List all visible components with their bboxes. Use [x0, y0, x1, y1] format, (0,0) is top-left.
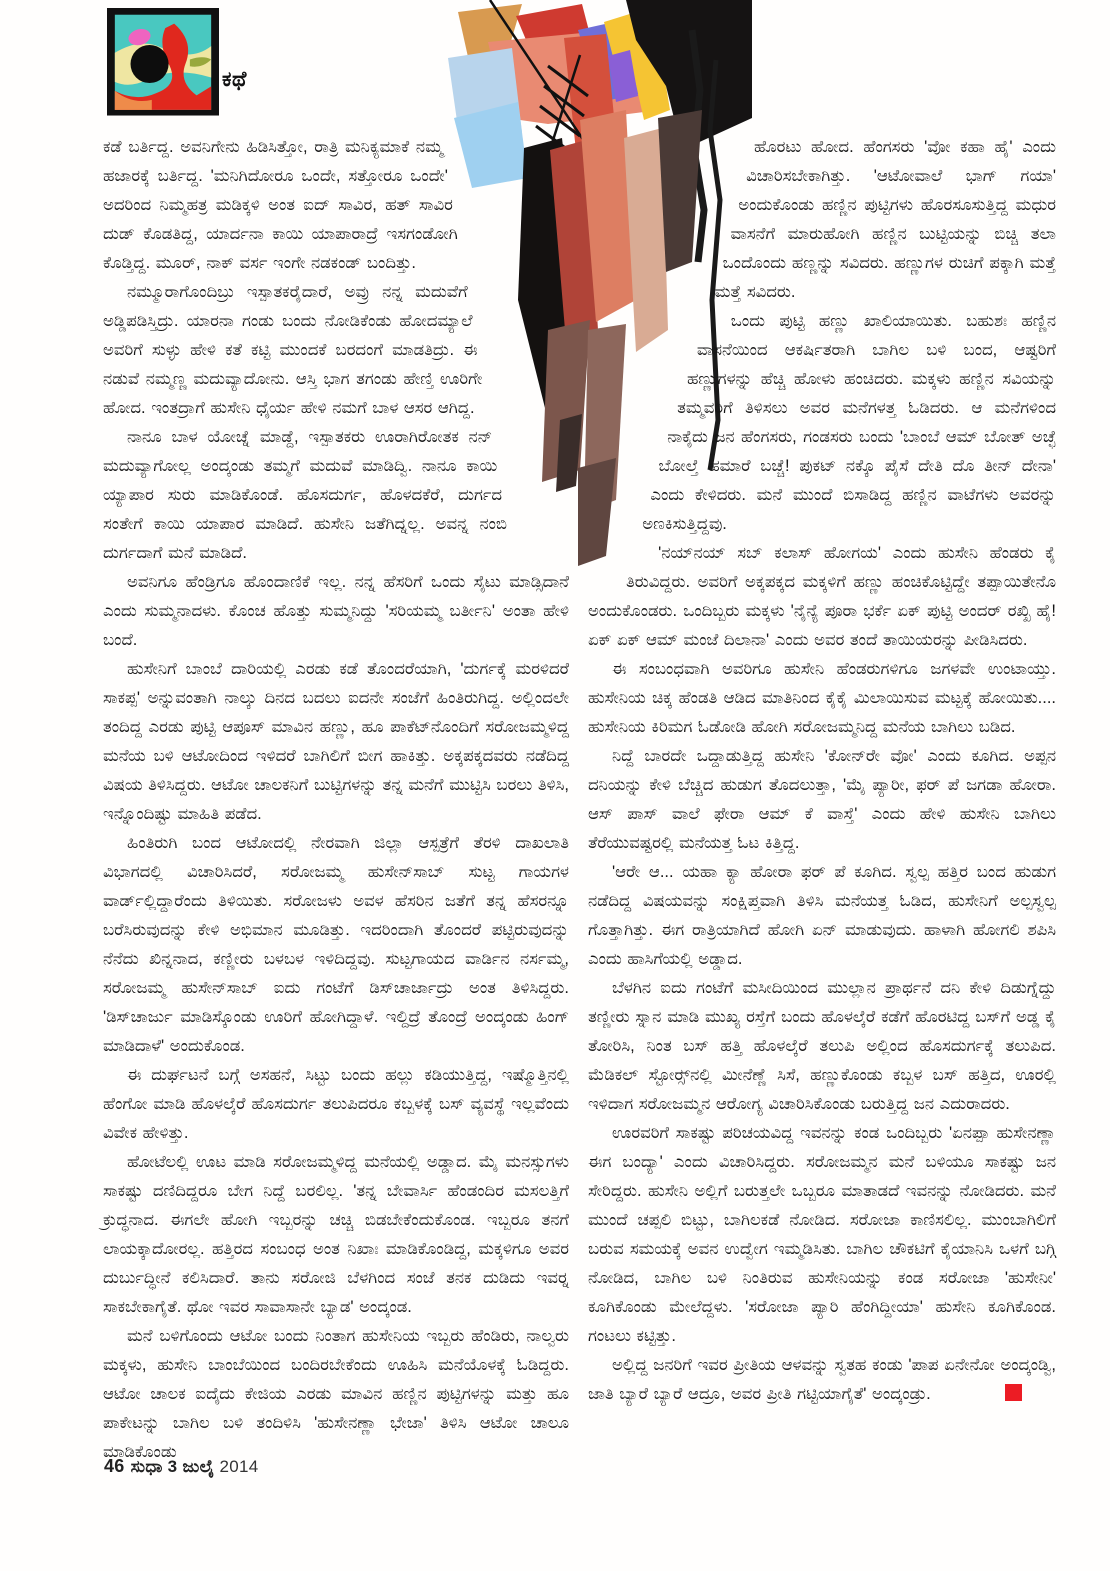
- paragraph: ಕಡೆ ಬರ್ತಿದ್ದ. ಅವನಿಗೇನು ಹಿಡಿಸಿತ್ತೋ, ರಾತ್ರಿ ಮನಿಕ್ಯಮಾಕೆ ನಮ್ಮ ಹಜಾರಕ್ಕೆ ಬರ್ತಿದ್ದ. 'ಮನಿಗಿದೋರೂ ಒಂದೇ, ಸತ್ತೋರೂ ಒಂದೇ' ಅದರಿಂದ ನಿಮ್ಮಹತ್ರ ಮಡಿಕ್ಕಳಿ ಅಂತ ಐದ್ ಸಾವಿರ, ಹತ್ ಸಾವಿರ ದುಡ್ ಕೊಡತಿದ್ದ, ಯಾರ್ದನಾ ಕಾಯಿ ಯಾಪಾರಾದ್ರೆ ಇಸಗಂಡೋಗಿ ಕೊಡ್ತಿದ್ದ. ಮೂರ್, ನಾಕ್ ವರ್ಸ ಇಂಗೇ ನಡಕಂಡ್ ಬಂದಿತ್ತು.: [103, 138, 458, 272]
- magazine-name-date: ಸುಧಾ 3 ಜುಲೈ: [130, 1457, 215, 1476]
- paragraph: ಊರವರಿಗೆ ಸಾಕಷ್ಟು ಪರಿಚಯವಿದ್ದ ಇವನನ್ನು ಕಂಡ ಒಂದಿಬ್ಬರು 'ಏನಪ್ಪಾ ಹುಸೇನಣ್ಣಾ ಈಗ ಬಂದ್ಯಾ' ಎಂದು ವಿಚಾರಿಸಿದ್ದರು. ಸರೋಜಮ್ಮನ ಮನೆ ಬಳಿಯೂ ಸಾಕಷ್ಟು ಜನ ಸೇರಿದ್ದರು. ಹುಸೇನಿ ಅಲ್ಲಿಗೆ ಬರುತ್ತಲೇ ಒಬ್ಬರೂ ಮಾತಾಡದೆ ಇವನನ್ನು ನೋಡಿದರು. ಮನೆ ಮುಂದೆ ಚಪ್ಪಲಿ ಬಿಟ್ಟು, ಬಾಗಿಲಕಡೆ ನೋಡಿದ. ಸರೋಜಾ ಕಾಣಿಸಲಿಲ್ಲ. ಮುಂಬಾಗಿಲಿಗೆ ಬರುವ ಸಮಯಕ್ಕೆ ಅವನ ಉದ್ವೇಗ ಇಮ್ಮಡಿಸಿತು. ಬಾಗಿಲ ಚೌಕಟಿಗೆ ಕೈಯಾನಿಸಿ ಒಳಗೆ ಬಗ್ಗಿ ನೋಡಿದ, ಬಾಗಿಲ ಬಳಿ ನಿಂತಿರುವ ಹುಸೇನಿಯನ್ನು ಕಂಡ ಸರೋಜಾ 'ಹುಸೇನೀ' ಕೂಗಿಕೊಂಡು ಮೇಲೆದ್ದಳು. 'ಸರೋಜಾ ಪ್ಯಾರಿ ಹೆಂಗಿದ್ದೀಯಾ' ಹುಸೇನಿ ಕೂಗಿಕೊಂಡ. ಗಂಟಲು ಕಟ್ಟಿತ್ತು.: [588, 1124, 1056, 1345]
- paragraph: 'ಆರೇ ಆ... ಯಹಾ ಕ್ಯಾ ಹೋರಾ ಫರ್ ಪೆ ಕೂಗಿದ. ಸ್ವಲ್ಪ ಹತ್ತಿರ ಬಂದ ಹುಡುಗ ನಡೆದಿದ್ದ ವಿಷಯವನ್ನು ಸಂಕ್ಷಿಪ್ತವಾಗಿ ತಿಳಿಸಿ ಮನೆಯತ್ತ ಓಡಿದ, ಹುಸೇನಿಗೆ ಅಲ್ಪಸ್ವಲ್ಪ ಗೊತ್ತಾಗಿತ್ತು. ಈಗ ರಾತ್ರಿಯಾಗಿದೆ ಹೋಗಿ ಏನ್ ಮಾಡುವುದು. ಹಾಳಾಗಿ ಹೋಗಲಿ ಶಪಿಸಿ ಎಂದು ಹಾಸಿಗೆಯಲ್ಲಿ ಅಡ್ಡಾದ.: [588, 863, 1056, 968]
- paragraph: ಬೆಳಗಿನ ಐದು ಗಂಟೆಗೆ ಮಸೀದಿಯಿಂದ ಮುಲ್ಲಾನ ಪ್ರಾರ್ಥನೆ ದನಿ ಕೇಳಿ ದಿಡುಗ್ನೆದ್ದು ತಣ್ಣೀರು ಸ್ನಾನ ಮಾಡಿ ಮುಖ್ಯ ರಸ್ತೆಗೆ ಬಂದು ಹೊಳಲ್ಕೆರೆ ಕಡೆಗೆ ಹೊರಟಿದ್ದ ಬಸ್‌ಗೆ ಅಡ್ಡ ಕೈ ತೋರಿಸಿ, ನಿಂತ ಬಸ್ ಹತ್ತಿ ಹೊಳಲ್ಕೆರೆ ತಲುಪಿ ಅಲ್ಲಿಂದ ಹೊಸದುರ್ಗಕ್ಕೆ ತಲುಪಿದ. ಮೆಡಿಕಲ್ ಸ್ಟೋರ‍್ಸ್‌ನಲ್ಲಿ ಮೀನೆಣ್ಣೆ ಸಿಸೆ, ಹಣ್ಣುಕೊಂಡು ಕಬ್ಬಳ ಬಸ್ ಹತ್ತಿದ, ಊರಲ್ಲಿ ಇಳಿದಾಗ ಸರೋಜಮ್ಮನ ಆರೋಗ್ಯ ವಿಚಾರಿಸಿಕೊಂಡು ಬರುತ್ತಿದ್ದ ಜನ ಎದುರಾದರು.: [588, 979, 1056, 1113]
- paragraph: ನಮ್ಮೂರಾಗೊಂದಿಬ್ರು ಇಸ್ಪಾತಕರೈದಾರೆ, ಅವ್ರು ನನ್ನ ಮದುವೆಗೆ ಅಡ್ಡಿಪಡಿಸ್ತಿದ್ರು. ಯಾರನಾ ಗಂಡು ಬಂದು ನೋಡಿಕೆಂಡು ಹೋದಮ್ಯಾಲೆ ಅವರಿಗೆ ಸುಳ್ಳು ಹೇಳಿ ಕತೆ ಕಟ್ಟಿ ಮುಂದಕೆ ಬರದಂಗೆ ಮಾಡತಿದ್ರು. ಈ ನಡುವೆ ನಮ್ಮಣ್ಣ ಮದುವ್ಯಾದೋನು. ಆಸ್ತಿ ಭಾಗ ತಗಂಡು ಹೇಣ್ತಿ ಊರಿಗೇ ಹೋದ. ಇಂತದ್ರಾಗೆ ಹುಸೇನಿ ಧೈರ್ಯ ಹೇಳಿ ನಮಗೆ ಬಾಳ ಆಸರ ಆಗಿದ್ದ.: [103, 283, 483, 417]
- page-number: 46: [104, 1456, 125, 1476]
- paragraph: ಅಲ್ಲಿದ್ದ ಜನರಿಗೆ ಇವರ ಪ್ರೀತಿಯ ಆಳವನ್ನು ಸ್ವತಹ ಕಂಡು 'ಪಾಪ ಏನೇನೋ ಅಂದ್ಕಂಡ್ವಿ, ಜಾತಿ ಬ್ಯಾರೆ ಬ್ಯಾರೆ ಆದ್ರೂ, ಅವರ ಪ್ರೀತಿ ಗಟ್ಟಿಯಾಗೈತೆ' ಅಂದ್ಕಂಡ್ರು.: [588, 1356, 1056, 1403]
- paragraph: ಮನೆ ಬಳಿಗೊಂದು ಆಟೋ ಬಂದು ನಿಂತಾಗ ಹುಸೇನಿಯ ಇಬ್ಬರು ಹೆಂಡಿರು, ನಾಲ್ವರು ಮಕ್ಕಳು, ಹುಸೇನಿ ಬಾಂಬೆಯಿಂದ ಬಂದಿರಬೇಕೆಂದು ಊಹಿಸಿ ಮನೆಯೊಳಕ್ಕೆ ಓಡಿದ್ದರು. ಆಟೋ ಚಾಲಕ ಐದೈದು ಕೇಜಿಯ ಎರಡು ಮಾವಿನ ಹಣ್ಣಿನ ಪುಟ್ಟಿಗಳನ್ನು ಮತ್ತು ಹೂ ಪಾಕೇಟನ್ನು ಬಾಗಿಲ ಬಳಿ ತಂದಿಳಿಸಿ 'ಹುಸೇನಣ್ಣಾ ಭೇಜಾ' ತಿಳಿಸಿ ಆಟೋ ಚಾಲೂ ಮಾಡಿಕೊಂಡು: [103, 1327, 569, 1461]
- paragraph: ಅವನಿಗೂ ಹೆಂಡ್ರಿಗೂ ಹೊಂದಾಣಿಕೆ ಇಲ್ಲ. ನನ್ನ ಹೆಸರಿಗೆ ಒಂದು ಸೈಟು ಮಾಡ್ಸಿದಾನೆ ಎಂದು ಸುಮ್ಮನಾದಳು. ಕೊಂಚ ಹೊತ್ತು ಸುಮ್ಮನಿದ್ದು 'ಸರಿಯಮ್ಮ ಬರ್ತೀನಿ' ಅಂತಾ ಹೇಳಿ ಬಂದೆ.: [103, 573, 569, 649]
- paragraph: ಹುಸೇನಿಗೆ ಬಾಂಬೆ ದಾರಿಯಲ್ಲಿ ಎರಡು ಕಡೆ ತೊಂದರೆಯಾಗಿ, 'ದುರ್ಗಕ್ಕೆ ಮರಳಿದರೆ ಸಾಕಪ್ಪ' ಅನ್ನುವಂತಾಗಿ ನಾಲ್ಕು ದಿನದ ಬದಲು ಐದನೇ ಸಂಜೆಗೆ ಹಿಂತಿರುಗಿದ್ದ. ಅಲ್ಲಿಂದಲೇ ತಂದಿದ್ದ ಎರಡು ಪುಟ್ಟಿ ಆಪೂಸ್ ಮಾವಿನ ಹಣ್ಣು, ಹೂ ಪಾಕೆಟ್‌ನೊಂದಿಗೆ ಸರೋಜಮ್ಮಳಿದ್ದ ಮನೆಯ ಬಳಿ ಆಟೋದಿಂದ ಇಳಿದರೆ ಬಾಗಿಲಿಗೆ ಬೀಗ ಹಾಕಿತ್ತು. ಅಕ್ಕಪಕ್ಕದವರು ನಡೆದಿದ್ದ ವಿಷಯ ತಿಳಿಸಿದ್ದರು. ಆಟೋ ಚಾಲಕನಿಗೆ ಬುಟ್ಟಿಗಳನ್ನು ತನ್ನ ಮನೆಗೆ ಮುಟ್ಟಿಸಿ ಬರಲು ತಿಳಿಸಿ, ಇನ್ನೊಂದಿಷ್ಟು ಮಾಹಿತಿ ಪಡೆದ.: [103, 660, 569, 823]
- paragraph: ಹೋಟೆಲಲ್ಲಿ ಊಟ ಮಾಡಿ ಸರೋಜಮ್ಮಳಿದ್ದ ಮನೆಯಲ್ಲಿ ಅಡ್ಡಾದ. ಮೈ ಮನಸ್ಸುಗಳು ಸಾಕಷ್ಟು ದಣಿದಿದ್ದರೂ ಬೇಗ ನಿದ್ದೆ ಬರಲಿಲ್ಲ. 'ತನ್ನ ಬೇವಾರ್ಸಿ ಹೆಂಡಂದಿರ ಮಸಲತ್ತಿಗೆ ಕ್ರುದ್ಧನಾದ. ಈಗಲೇ ಹೋಗಿ ಇಬ್ಬರನ್ನು ಚಚ್ಚಿ ಬಿಡಬೇಕೆಂದುಕೊಂಡ. ಇಬ್ಬರೂ ತನಗೆ ಲಾಯಕ್ಕಾದೋರಲ್ಲ. ಹತ್ತಿರದ ಸಂಬಂಧ ಅಂತ ನಿಖಾಃ ಮಾಡಿಕೊಂಡಿದ್ದ, ಮಕ್ಕಳಿಗೂ ಅವರ ದುರ್ಬುದ್ಧೀನೆ ಕಲಿಸಿದಾರೆ. ತಾನು ಸರೋಜಿ ಬೆಳಗಿಂದ ಸಂಜೆ ತನಕ ದುಡಿದು ಇವರ‍್ನ ಸಾಕಬೇಕಾಗೈತೆ. ಥೋ ಇವರ ಸಾವಾಸಾನೇ ಬ್ಯಾಡ' ಅಂದ್ಕಂಡ.: [103, 1153, 569, 1316]
- left-column: [103, 133, 569, 1467]
- paragraph: ಈ ಸಂಬಂಧವಾಗಿ ಅವರಿಗೂ ಹುಸೇನಿ ಹೆಂಡರುಗಳಿಗೂ ಜಗಳವೇ ಉಂಟಾಯ್ತು. ಹುಸೇನಿಯ ಚಿಕ್ಕ ಹೆಂಡತಿ ಆಡಿದ ಮಾತಿನಿಂದ ಕೈಕೈ ಮಿಲಾಯಿಸುವ ಮಟ್ಟಕ್ಕೆ ಹೋಯಿತು.... ಹುಸೇನಿಯ ಕಿರಿಮಗ ಓಡೋಡಿ ಹೋಗಿ ಸರೋಜಮ್ಮನಿದ್ದ ಮನೆಯ ಬಾಗಿಲು ಬಡಿದ.: [588, 660, 1056, 736]
- right-column: [588, 133, 1056, 1409]
- abstract-logo-art: [107, 8, 219, 120]
- paragraph: ಹಿಂತಿರುಗಿ ಬಂದ ಆಟೋದಲ್ಲಿ ನೇರವಾಗಿ ಜಿಲ್ಲಾ ಆಸ್ಪತ್ರೆಗೆ ತೆರಳಿ ದಾಖಲಾತಿ ವಿಭಾಗದಲ್ಲಿ ವಿಚಾರಿಸಿದರೆ, ಸರೋಜಮ್ಮ ಹುಸೇನ್‌ಸಾಬ್ ಸುಟ್ಟ ಗಾಯಗಳ ವಾರ್ಡ್‌ಲ್ಲಿದ್ದಾರೆಂದು ತಿಳಿಯಿತು. ಸರೋಜಳು ಅವಳ ಹೆಸರಿನ ಜತೆಗೆ ತನ್ನ ಹೆಸರನ್ನೂ ಬರೆಸಿರುವುದನ್ನು ಕೇಳಿ ಅಭಿಮಾನ ಮೂಡಿತ್ತು. ಇದರಿಂದಾಗಿ ತೊಂದರೆ ಪಟ್ಟಿರುವುದನ್ನು ನೆನೆದು ಖಿನ್ನನಾದ, ಕಣ್ಣೀರು ಬಳಬಳ ಇಳಿದಿದ್ದವು. ಸುಟ್ಟಗಾಯದ ವಾರ್ಡಿನ ನರ್ಸಮ್ಮ, ಸರೋಜಮ್ಮ ಹುಸೇನ್‌ಸಾಬ್ ಐದು ಗಂಟೆಗೆ ಡಿಸ್‌ಚಾರ್ಜಾದ್ರು ಅಂತ ತಿಳಿಸಿದ್ದರು. 'ಡಿಸ್‌ಚಾರ್ಜು ಮಾಡಿಸ್ಕೊಂಡು ಊರಿಗೆ ಹೋಗಿದ್ದಾಳೆ. ಇಲ್ದಿದ್ರೆ ತೊಂದ್ರೆ ಅಂದ್ಕಂಡು ಹಿಂಗ್ ಮಾಡಿದಾಳೆ' ಅಂದುಕೊಂಡ.: [103, 834, 569, 1055]
- page-footer: [104, 1456, 258, 1477]
- paragraph: 'ನಯ್‌ನಯ್ ಸಬ್ ಕಲಾಸ್ ಹೋಗಯ' ಎಂದು ಹುಸೇನಿ ಹೆಂಡರು ಕೈ ತಿರುವಿದ್ದರು. ಅವರಿಗೆ ಅಕ್ಕಪಕ್ಕದ ಮಕ್ಕಳಿಗೆ ಹಣ್ಣು ಹಂಚಿಕೊಟ್ಟಿದ್ದೇ ತಪ್ಪಾಯಿತೇನೊ ಅಂದುಕೊಂಡರು. ಒಂದಿಬ್ಬರು ಮಕ್ಕಳು 'ನೈನ್ಯೆ ಪೂರಾ ಭರ್ಕೆ ಏಕ್ ಪುಟ್ಟಿ ಅಂದರ್ ರಖ್ಖಿ ಹೈ! ಏಕ್ ಏಕ್ ಆಮ್ ಮಂಜೆ ದಿಲಾನಾ' ಎಂದು ಅವರ ತಂದೆ ತಾಯಿಯರನ್ನು ಪೀಡಿಸಿದರು.: [588, 544, 1056, 649]
- end-of-story-marker: [1005, 1384, 1022, 1401]
- paragraph: ಈ ದುರ್ಘಟನೆ ಬಗ್ಗೆ ಅಸಹನೆ, ಸಿಟ್ಟು ಬಂದು ಹಲ್ಲು ಕಡಿಯುತ್ತಿದ್ದ, ಇಷ್ಮೊತ್ತಿನಲ್ಲಿ ಹೆಂಗೋ ಮಾಡಿ ಹೊಳಲ್ಕೆರೆ ಹೊಸದುರ್ಗ ತಲುಪಿದರೂ ಕಬ್ಬಳಕ್ಕೆ ಬಸ್ ವ್ಯವಸ್ಥೆ ಇಲ್ಲವೆಂದು ವಿವೇಕ ಹೇಳಿತ್ತು.: [103, 1066, 569, 1142]
- paragraph: ನಾನೂ ಬಾಳ ಯೋಚ್ನೆ ಮಾಡ್ದೆ, ಇಸ್ಪಾತಕರು ಊರಾಗಿರೋತಕ ನನ್ ಮದುವ್ಯಾಗೋಲ್ಲ ಅಂದ್ಕಂಡು ತಮ್ಮಗೆ ಮದುವೆ ಮಾಡಿದ್ವಿ. ನಾನೂ ಕಾಯಿ ಯ್ಯಾಪಾರ ಸುರು ಮಾಡಿಕೊಂಡೆ. ಹೊಸದುರ್ಗ, ಹೊಳದಕೆರೆ, ದುರ್ಗದ ಸಂತೇಗೆ ಕಾಯಿ ಯಾಪಾರ ಮಾಡಿದೆ. ಹುಸೇನಿ ಜತೆಗಿದ್ನಲ್ಲ. ಅವನ್ನ ನಂಬಿ ದುರ್ಗದಾಗೆ ಮನೆ ಮಾಡಿದೆ.: [103, 428, 508, 562]
- footer-year: 2014: [219, 1457, 259, 1476]
- paragraph: ಒಂದು ಪುಟ್ಟಿ ಹಣ್ಣು ಖಾಲಿಯಾಯಿತು. ಬಹುಶಃ ಹಣ್ಣಿನ ವಾಸನೆಯಿಂದ ಆಕರ್ಷಿತರಾಗಿ ಬಾಗಿಲ ಬಳಿ ಬಂದ, ಆಷ್ಟರಿಗೆ ಹಣ್ಣುಗಳನ್ನು ಹೆಚ್ಚಿ ಹೋಳು ಹಂಚಿದರು. ಮಕ್ಕಳು ಹಣ್ಣಿನ ಸವಿಯನ್ನು ತಮ್ಮವರಿಗೆ ತಿಳಿಸಲು ಅವರ ಮನೆಗಳತ್ತ ಓಡಿದರು. ಆ ಮನೆಗಳಿಂದ ನಾಕೈದು ಜನ ಹೆಂಗಸರು, ಗಂಡಸರು ಬಂದು 'ಬಾಂಬೆ ಆಮ್ ಬೋತ್ ಅಚ್ಛೆ ಬೋಲ್ತೆ ಹಮಾರೆ ಬಚ್ಚೆ! ಪುಕಟ್ ನಕ್ಕೊ ಪೈಸೆ ದೇತಿ ದೊ ತೀನ್ ದೇನಾ' ಎಂದು ಕೇಳಿದರು. ಮನೆ ಮುಂದೆ ಬಿಸಾಡಿದ್ದ ಹಣ್ಣಿನ ವಾಟೆಗಳು ಅವರನ್ನು ಅಣಕಿಸುತ್ತಿದ್ದವು.: [642, 312, 1056, 533]
- paragraph: ನಿದ್ದೆ ಬಾರದೇ ಒದ್ದಾಡುತ್ತಿದ್ದ ಹುಸೇನಿ 'ಕೋನ್‌ರೇ ವೋ' ಎಂದು ಕೂಗಿದ. ಅಪ್ಪನ ದನಿಯನ್ನು ಕೇಳಿ ಬೆಚ್ಚಿದ ಹುಡುಗ ತೊದಲುತ್ತಾ, 'ಮೈ ಪ್ಯಾರೀ, ಫರ್ ಪೆ ಜಗಡಾ ಹೋರಾ. ಆಸ್ ಪಾಸ್ ವಾಲೆ ಫೇರಾ ಆಮ್ ಕೆ ವಾಸ್ತೆ' ಎಂದು ಹೇಳಿ ಹುಸೇನಿ ಬಾಗಿಲು ತೆರೆಯುವಷ್ಟರಲ್ಲಿ ಮನೆಯತ್ತ ಓಟ ಕಿತ್ತಿದ್ದ.: [588, 747, 1056, 852]
- paragraph: ಹೊರಟು ಹೋದ. ಹೆಂಗಸರು 'ವೋ ಕಹಾ ಹೈ' ಎಂದು ವಿಚಾರಿಸಬೇಕಾಗಿತ್ತು. 'ಆಟೋವಾಲೆ ಭಾಗ್ ಗಯಾ' ಅಂದುಕೊಂಡು ಹಣ್ಣಿನ ಪುಟ್ಟಿಗಳು ಹೊರಸೂಸುತ್ತಿದ್ದ ಮಧುರ ವಾಸನೆಗೆ ಮಾರುಹೋಗಿ ಹಣ್ಣಿನ ಬುಟ್ಟಿಯನ್ನು ಬಿಚ್ಚಿ ತಲಾ ಒಂದೊಂದು ಹಣ್ಣನ್ನು ಸವಿದರು. ಹಣ್ಣುಗಳ ರುಚಿಗೆ ಪಕ್ಕಾಗಿ ಮತ್ತೆ ಮತ್ತೆ ಸವಿದರು.: [714, 138, 1056, 301]
- story-section-logo: [107, 8, 219, 120]
- section-label-kathe: ಕಥೆ: [222, 68, 247, 91]
